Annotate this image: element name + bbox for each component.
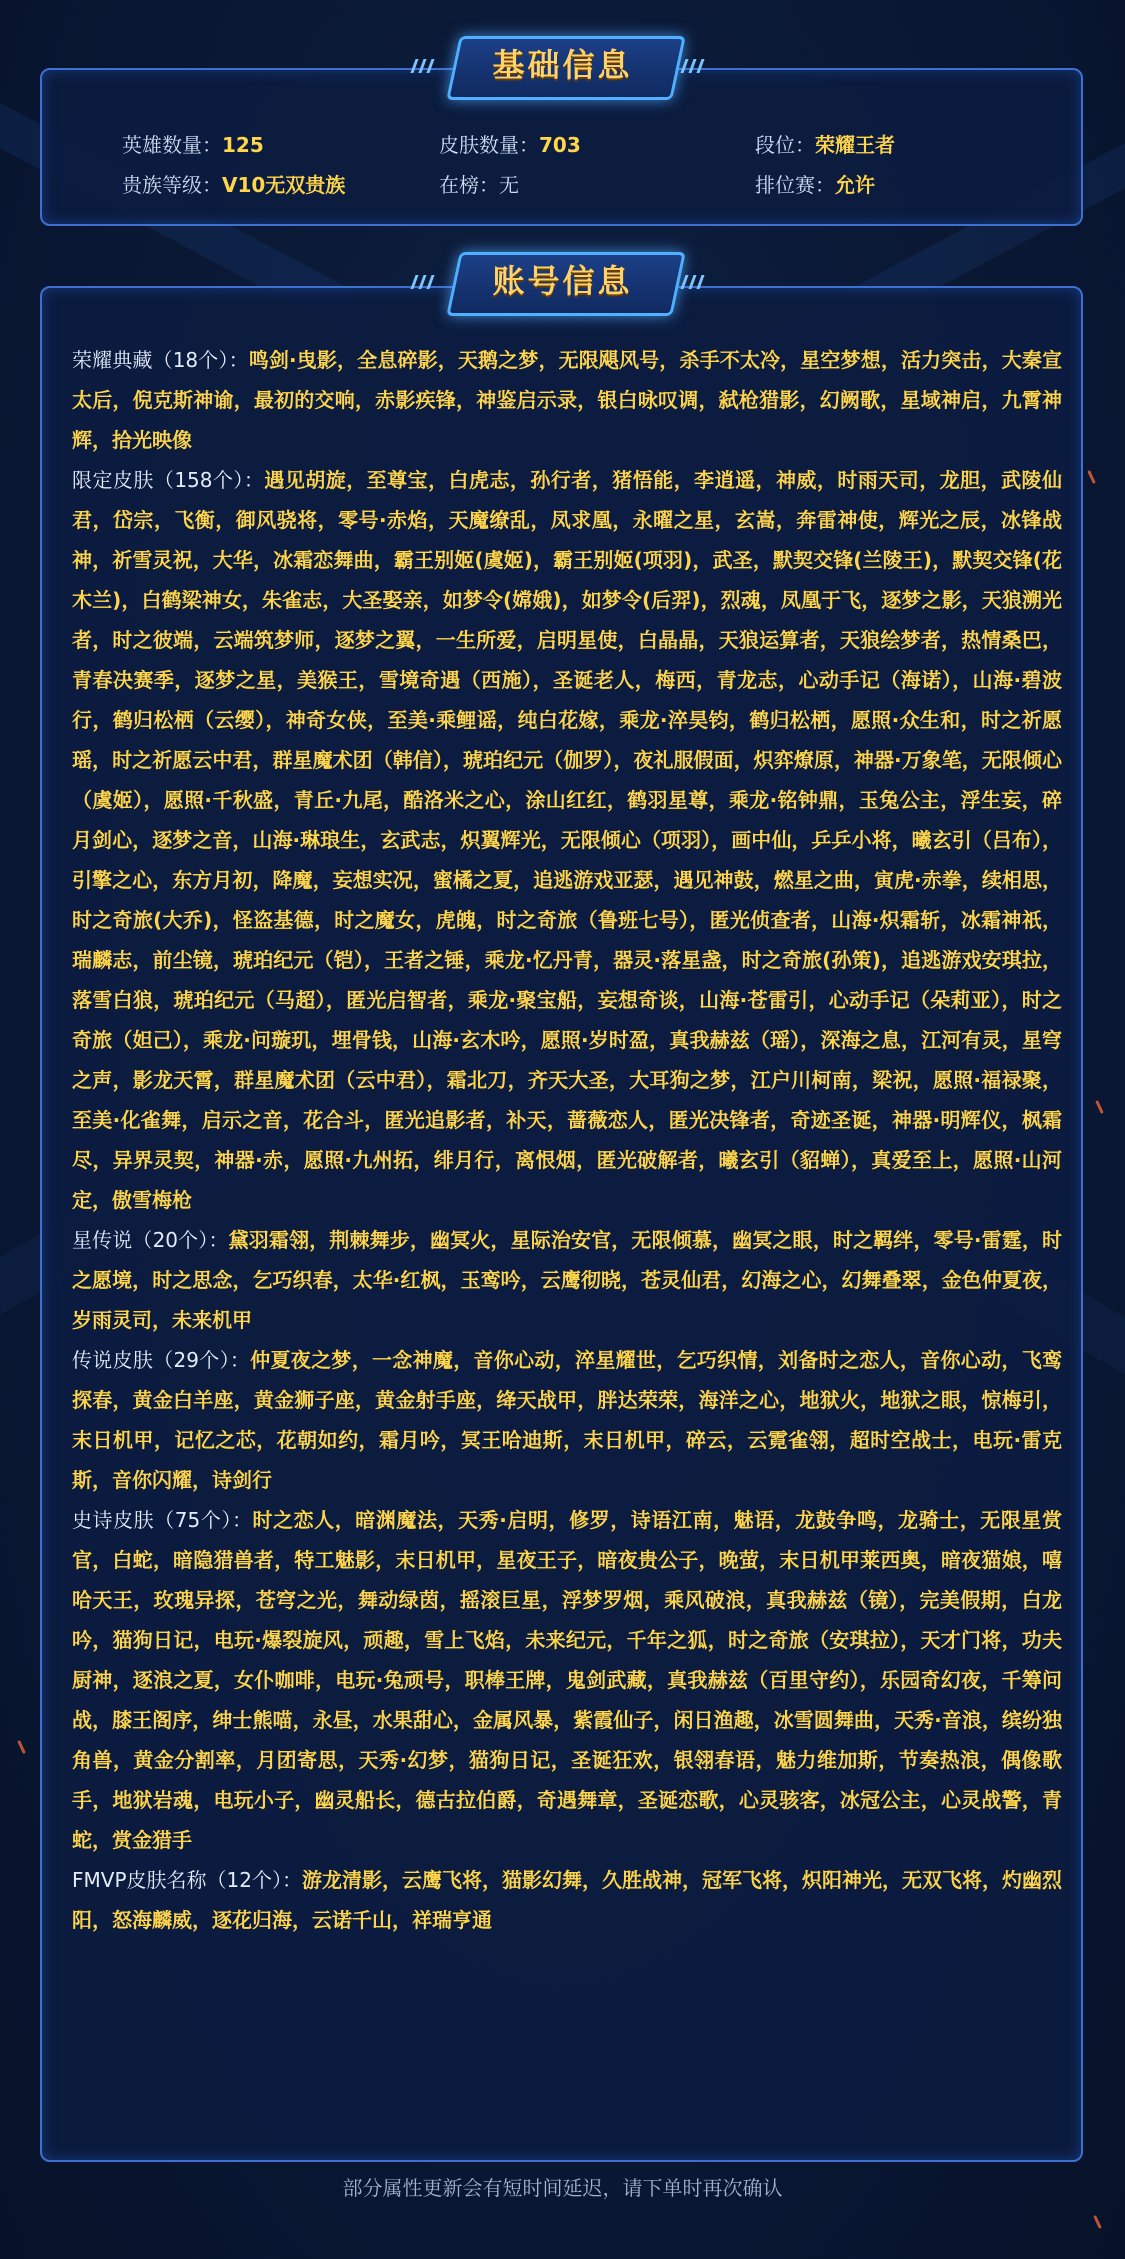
banner-deco-icon [413,274,443,288]
basic-info-title: 基础信息 [492,46,633,84]
account-skin-list [72,340,1062,1940]
section-legend-skins [72,1340,1062,1500]
section-items: 鸣剑·曳影，全息碎影，天鹅之梦，无限飓风号，杀手不太冷，星空梦想，活力突击，大秦宣太后，倪克斯神谕，最初的交响，赤影疾锋，神鉴启示录，银白咏叹调，弑枪猎影，幻阙歌，星域神启，九霄神辉，拾光映像 [72,348,1062,452]
section-label: 星传说（20个）： [72,1228,229,1252]
section-items: 遇见胡旋，至尊宝，白虎志，孙行者，猪悟能，李逍遥，神威，时雨天司，龙胆，武陵仙君，岱宗，飞衡，御风骁将，零号·赤焰，天魔缭乱，凤求凰，永曜之星，玄嵩，奔雷神使，辉光之辰，冰锋战神，祈雪灵祝，大华，冰霜恋舞曲，霸王别姬(虞姬)，霸王别姬(项羽)，武圣，默契交锋(兰陵王)，默契交锋(花木兰)，白鹤梁神女，朱雀志，大圣娶亲，如梦令(嫦娥)，如梦令(后羿)，烈魂，凤凰于飞，逐梦之影，天狼溯光者，时之彼端，云端筑梦师，逐梦之翼，一生所爱，启明星使，白晶晶，天狼运算者，天狼绘梦者，热情桑巴，青春决赛季，逐梦之星，美猴王，雪境奇遇（西施），圣诞老人，梅西，青龙志，心动手记（海诺），山海·碧波行，鹤归松栖（云缨），神奇女侠，至美·乘鲤谣，纯白花嫁，乘龙·淬昊钧，鹤归松栖，愿照·众生和，时之祈愿瑶，时之祈愿云中君，群星魔术团（韩信），琥珀纪元（伽罗），夜礼服假面，炽弈燎原，神器·万象笔，无限倾心（虞姬），愿照·千秋盛，青丘·九尾，酷洛米之心，涂山红红，鹤羽星尊，乘龙·铭钟鼎，玉兔公主，浮生妄，碎月剑心，逐梦之音，山海·琳琅生，玄武志，炽翼辉光，无限倾心（项羽），画中仙，乒乒小将，曦玄引（吕布），引擎之心，东方月初，降魔，妄想实况，蜜橘之夏，追逃游戏亚瑟，遇见神鼓，燃星之曲，寅虎·赤拳，续相思，时之奇旅(大乔)，怪盗基德，时之魔女，虎魄，时之奇旅（鲁班七号），匿光侦查者，山海·炽霜斩，冰霜神祇，瑞麟志，前尘镜，琥珀纪元（铠），王者之锤，乘龙·忆丹青，器灵·落星盏，时之奇旅(孙策)，追逃游戏安琪拉，落雪白狼，琥珀纪元（马超），匿光启智者，乘龙·聚宝船，妄想奇谈，山海·苍雷引，心动手记（朵莉亚），时之奇旅（妲己），乘龙·问璇玑，埋骨钱，山海·玄木吟，愿照·岁时盈，真我赫兹（瑶），深海之息，江河有灵，星穹之声，影龙天霄，群星魔术团（云中君），霜北刀，齐天大圣，大耳狗之梦，江户川柯南，梁祝，愿照·福禄聚，至美·化雀舞，启示之音，花合斗，匿光追影者，补天，蔷薇恋人，匿光决锋者，奇迹圣诞，神器·明辉仪，枫霜尽，异界灵契，神器·赤，愿照·九州拓，绯月行，离恨烟，匿光破解者，曦玄引（貂蝉），真爱至上，愿照·山河定，傲雪梅枪 [72,468,1062,1212]
basic-info-banner [403,32,723,102]
section-label: 荣耀典藏（18个）： [72,348,249,372]
account-info-banner [403,248,723,318]
section-items: 仲夏夜之梦，一念神魔，音你心动，淬星耀世，乞巧织情，刘备时之恋人，音你心动，飞鸾探春，黄金白羊座，黄金狮子座，黄金射手座，绛天战甲，胖达荣荣，海洋之心，地狱火，地狱之眼，惊梅引，末日机甲，记忆之芯，花朝如约，霜月吟，冥王哈迪斯，末日机甲，碎云，云霓雀翎，超时空战士，电玩·雷克斯，音你闪耀，诗剑行 [72,1348,1063,1492]
banner-deco-icon [413,58,443,72]
spark-decoration [1087,470,1096,484]
onlist-value: 无 [499,173,519,197]
onlist-label: 在榜： [439,173,499,197]
rank-label: 段位： [755,133,815,157]
noble-level [122,169,345,198]
rank-value: 荣耀王者 [815,133,895,157]
ranked-label: 排位赛： [755,173,835,197]
ranked-value: 允许 [835,173,875,197]
skin-count [439,129,581,158]
rank [755,129,895,158]
skin-count-label: 皮肤数量： [439,133,539,157]
banner-deco-icon [683,58,713,72]
footer-notice: 部分属性更新会有短时间延迟，请下单时再次确认 [342,2176,783,2200]
section-epic-skins [72,1500,1062,1860]
on-list [439,169,519,198]
account-info-title: 账号信息 [492,262,633,300]
ranked-match [755,169,875,198]
spark-decoration [1095,1100,1104,1114]
section-label: 限定皮肤（158个）： [72,468,265,492]
section-label: 史诗皮肤（75个）： [72,1508,253,1532]
section-label: 传说皮肤（29个）： [72,1348,251,1372]
section-items: 时之恋人，暗渊魔法，天秀·启明，修罗，诗语江南，魅语，龙鼓争鸣，龙骑士，无限星赏官，白蛇，暗隐猎兽者，特工魅影，末日机甲，星夜王子，暗夜贵公子，晚萤，末日机甲莱西奥，暗夜猫娘，嘻哈天王，玫瑰异探，苍穹之光，舞动绿茵，摇滚巨星，浮梦罗烟，乘风破浪，真我赫兹（镜），完美假期，白龙吟，猫狗日记，电玩·爆裂旋风，顽趣，雪上飞焰，未来纪元，千年之狐，时之奇旅（安琪拉），天才门将，功夫厨神，逐浪之夏，女仆咖啡，电玩·兔顽号，职棒王牌，鬼剑武藏，真我赫兹（百里守约），乐园奇幻夜，千筹问战，膝王阁序，绅士熊喵，永昼，水果甜心，金属风暴，紫霞仙子，闲日渔趣，冰雪圆舞曲，天秀·音浪，缤纷独角兽，黄金分割率，月团寄思，天秀·幻梦，猫狗日记，圣诞狂欢，银翎春语，魅力维加斯，节奏热浪，偶像歌手，地狱岩魂，电玩小子，幽灵船长，德古拉伯爵，奇遇舞章，圣诞恋歌，心灵骇客，冰冠公主，心灵战警，青蛇，赏金猎手 [72,1508,1062,1852]
section-items: 黛羽霜翎，荆棘舞步，幽冥火，星际治安官，无限倾慕，幽冥之眼，时之羁绊，零号·雷霆，时之愿境，时之思念，乞巧织春，太华·红枫，玉鸾吟，云鹰彻晓，苍灵仙君，幻海之心，幻舞叠翠，金色仲夏夜，岁雨灵司，未来机甲 [72,1228,1062,1332]
noble-value: V10无双贵族 [222,173,346,197]
section-limited-skins [72,460,1062,1220]
noble-label: 贵族等级： [122,173,222,197]
section-items: 游龙清影，云鹰飞将，猫影幻舞，久胜战神，冠军飞将，炽阳神光，无双飞将，灼幽烈阳，怒海麟威，逐花归海，云诺千山，祥瑞亨通 [72,1868,1063,1932]
spark-decoration [1093,2215,1102,2229]
section-star-legend [72,1220,1062,1340]
hero-count-label: 英雄数量： [122,133,222,157]
section-glory-collection [72,340,1062,460]
section-label: FMVP皮肤名称（12个）： [72,1868,302,1892]
banner-deco-icon [683,274,713,288]
hero-count [122,129,264,158]
spark-decoration [17,1740,26,1754]
section-fmvp-skins [72,1860,1062,1940]
skin-count-value: 703 [539,133,581,157]
hero-count-value: 125 [222,133,264,157]
